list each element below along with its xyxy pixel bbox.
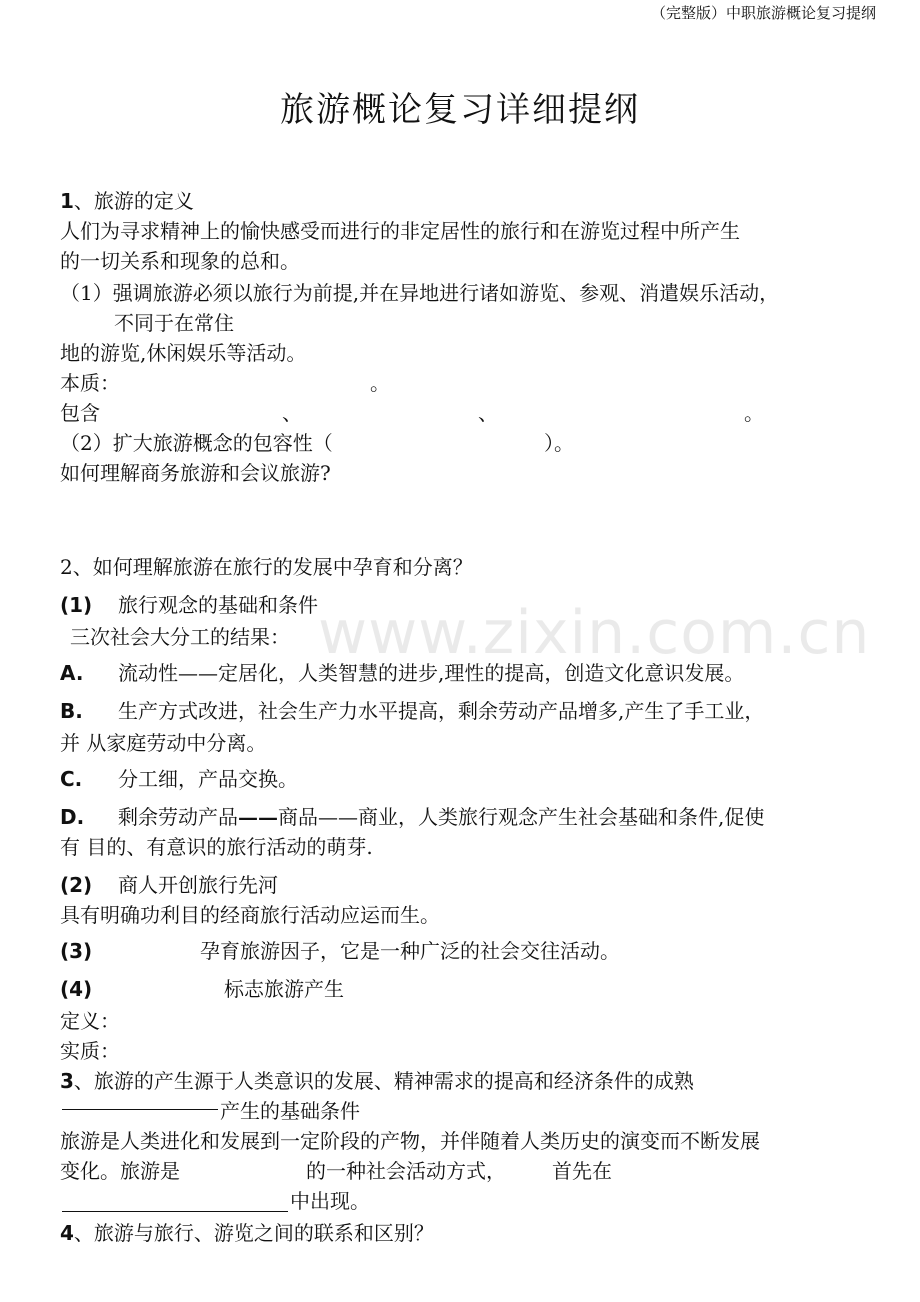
item-c-text: 分工细，产品交换。 [118, 767, 298, 791]
definition-line-1: 人们为寻求精神上的愉快感受而进行的非定居性的旅行和在游览过程中所产生 [60, 219, 740, 243]
point-1-line-1: （1）强调旅游必须以旅行为前提,并在异地进行诸如游览、参观、消遣娱乐活动， [60, 281, 780, 305]
item-a-text: 流动性——定居化，人类智慧的进步,理性的提高，创造文化意识发展。 [118, 661, 745, 685]
fill-in-blank-line-1 [62, 1109, 218, 1110]
include-period: 。 [744, 401, 764, 425]
item-4-text: 标志旅游产生 [224, 977, 344, 1001]
item-2-text: 商人开创旅行先河 [118, 873, 278, 897]
item-4-num: (4) [60, 977, 93, 1001]
item-1-num: (1) [60, 593, 93, 617]
item-1-text: 旅行观念的基础和条件 [118, 593, 318, 617]
item-c-num: C. [60, 767, 83, 791]
watermark: www.zixin.com.cn [318, 598, 871, 668]
item-3-text: 孕育旅游因子，它是一种广泛的社会交往活动。 [200, 939, 620, 963]
point-2-start: （2）扩大旅游概念的包容性（ [60, 431, 333, 455]
section-4-heading: 4、旅游与旅行、游览之间的联系和区别？ [60, 1221, 434, 1245]
section-1-heading: 1、旅游的定义 [60, 189, 194, 213]
item-d-num: D. [60, 805, 85, 829]
item-2-num: (2) [60, 873, 93, 897]
item-d-text-2: 有 目的、有意识的旅行活动的萌芽. [60, 835, 373, 859]
section-1-question: 如何理解商务旅游和会议旅游? [60, 461, 331, 485]
point-1-line-2: 不同于在常住 [114, 311, 234, 335]
section-3-heading: 3、旅游的产生源于人类意识的发展、精神需求的提高和经济条件的成熟 [60, 1069, 694, 1093]
essence-label: 本质： [60, 371, 120, 395]
item-d-text-1: 剩余劳动产品——商品——商业，人类旅行观念产生社会基础和条件,促使 [118, 805, 765, 829]
include-comma-1: 、 [282, 401, 302, 425]
item-b-num: B. [60, 699, 83, 723]
section-2-heading: 2、如何理解旅游在旅行的发展中孕育和分离？ [60, 555, 473, 579]
section-3-body-2b: 的一种社会活动方式， [306, 1159, 506, 1183]
section-3-body-2a: 变化。旅游是 [60, 1159, 180, 1183]
point-2-end: ）。 [544, 431, 574, 455]
division-label: 三次社会大分工的结果： [70, 625, 290, 649]
point-1-line-3: 地的游览,休闲娱乐等活动。 [60, 341, 307, 365]
definition-label: 定义： [60, 1009, 120, 1033]
item-2-body: 具有明确功利目的经商旅行活动应运而生。 [60, 903, 440, 927]
definition-line-2: 的一切关系和现象的总和。 [60, 249, 300, 273]
item-a-num: A. [60, 661, 84, 685]
item-b-text-1: 生产方式改进，社会生产力水平提高，剩余劳动产品增多,产生了手工业， [118, 699, 765, 723]
section-3-body-1: 旅游是人类进化和发展到一定阶段的产物，并伴随着人类历史的演变而不断发展 [60, 1129, 760, 1153]
section-3-body-3: 中出现。 [290, 1189, 370, 1213]
page-header: （完整版）中职旅游概论复习提纲 [650, 4, 876, 22]
fill-in-blank-line-2 [62, 1211, 288, 1212]
essence-label-2: 实质： [60, 1039, 120, 1063]
include-comma-2: 、 [478, 401, 498, 425]
essence-period: 。 [370, 371, 390, 395]
section-3-tail: 产生的基础条件 [220, 1099, 360, 1123]
page-title: 旅游概论复习详细提纲 [280, 90, 640, 130]
item-3-num: (3) [60, 939, 93, 963]
section-3-body-2c: 首先在 [552, 1159, 612, 1183]
include-label: 包含 [60, 401, 100, 425]
item-b-text-2: 并 从家庭劳动中分离。 [60, 731, 267, 755]
